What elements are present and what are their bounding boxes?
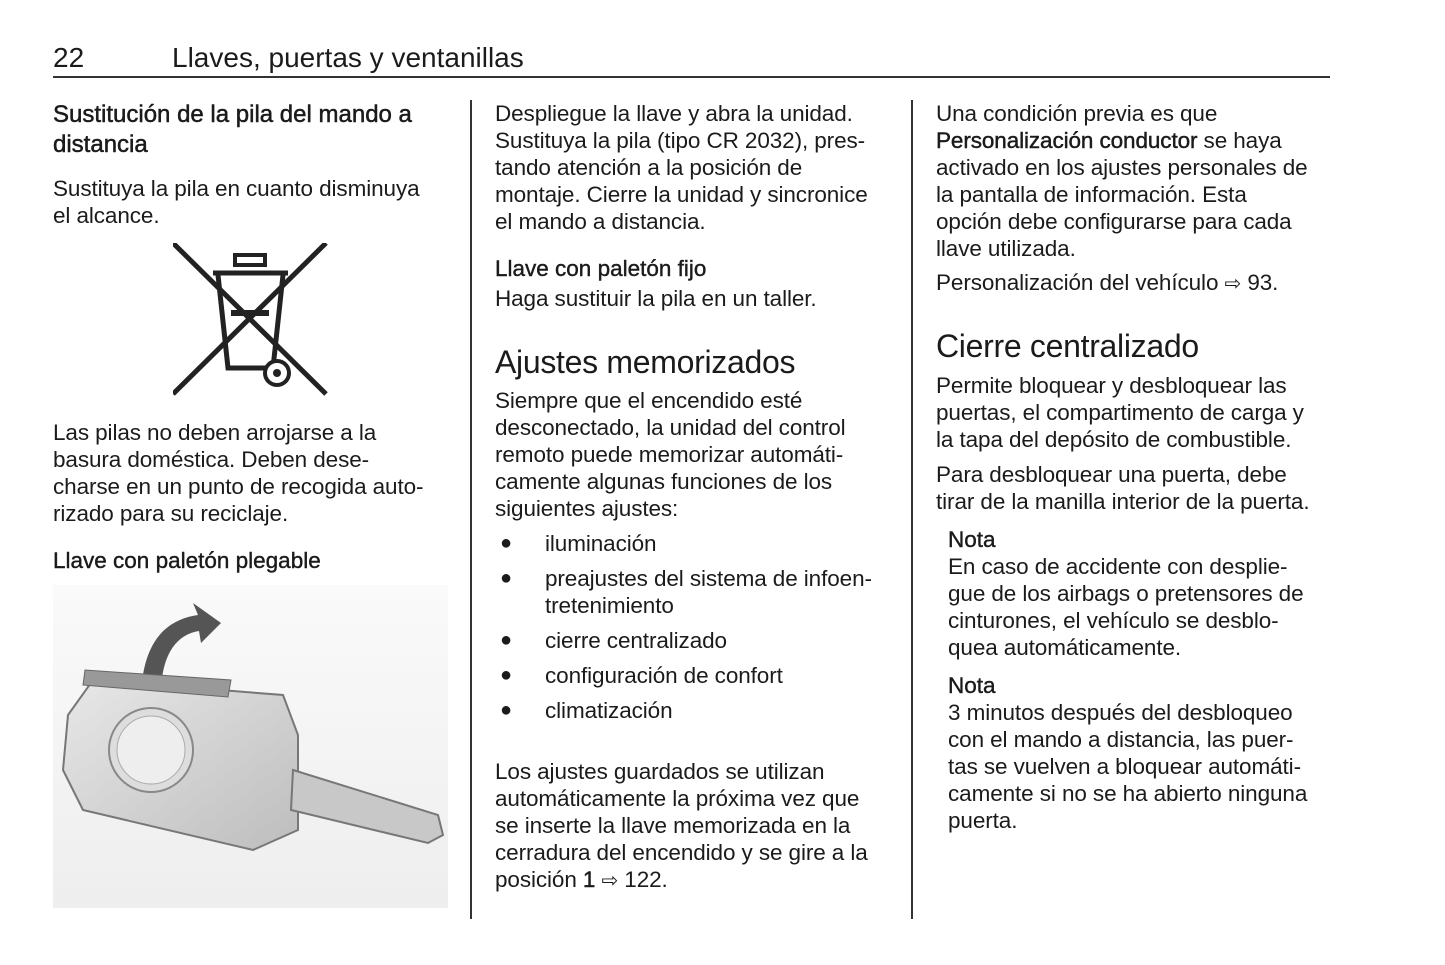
page-reference[interactable]: 122. (618, 867, 668, 892)
section-heading: Sustitución de la pila del mando a distancia (53, 101, 412, 158)
list-item (500, 530, 900, 557)
paragraph-text: se haya activado en los ajustes personales de la pantalla de información. Esta opción debe configurarse para cada llave utilizada. (936, 128, 1308, 261)
position-label: 1 (582, 867, 596, 892)
paragraph: Siempre que el encendido esté desconectado, la unidad del control remoto puede memorizar automáti- camente algunas funciones de los siguientes ajustes: (495, 388, 846, 521)
page-ref-arrow-icon: ⇨ (601, 870, 619, 892)
list-item (500, 565, 900, 619)
paragraph: Sustituya la pila en cuanto disminuya el alcance. (53, 176, 420, 228)
bullet-list (500, 530, 900, 724)
paragraph-text: posición (495, 867, 583, 892)
cross-reference (936, 269, 1278, 298)
paragraph-text: Los ajustes guardados se utilizan automáticamente la próxima vez que se inserte la llave memorizada en la cerradura del encendido y se gire a la (495, 759, 868, 865)
paragraph: Permite bloquear y desbloquear las puertas, el compartimento de carga y la tapa del depósito de combustible. (936, 373, 1304, 452)
note-label: Nota (948, 527, 996, 552)
list-item-text: configuración de confort (545, 663, 783, 688)
list-item (500, 627, 900, 654)
paragraph: Haga sustituir la pila en un taller. (495, 286, 817, 311)
paragraph: Las pilas no deben arrojarse a la basura doméstica. Deben dese- charse en un punto de recogida auto- rizado para su reciclaje. (53, 420, 424, 526)
column-divider (911, 100, 913, 919)
note-label: Nota (948, 673, 996, 698)
page-ref-arrow-icon: ⇨ (1224, 273, 1242, 295)
reference-text: Personalización del vehículo (936, 270, 1225, 295)
list-item-text: climatización (545, 698, 673, 723)
note-text: En caso de accidente con desplie- gue de los airbags o pretensores de cinturones, el vehículo se desblo- quea automáticamente. (948, 554, 1304, 660)
list-item-text: preajustes del sistema de infoen- tretenimiento (545, 566, 872, 618)
list-item (500, 662, 900, 689)
paragraph (936, 100, 1308, 262)
note-text: 3 minutos después del desbloqueo con el mando a distancia, las puer- tas se vuelven a bloquear automáti- camente si no se ha abierto ninguna puerta. (948, 700, 1308, 833)
page-number: 22 (53, 42, 85, 73)
header-rule (53, 76, 1330, 78)
paragraph-text: Una condición previa es que (936, 101, 1218, 126)
subheading: Llave con paletón plegable (53, 548, 321, 573)
list-item (500, 697, 900, 724)
page-reference[interactable]: 93. (1241, 270, 1279, 295)
paragraph (495, 731, 868, 895)
list-item-text: iluminación (545, 531, 657, 556)
section-heading: Ajustes memorizados (495, 344, 796, 380)
bullet-icon: ● (500, 664, 512, 686)
page-title: Llaves, puertas y ventanillas (172, 42, 524, 73)
folding-key-illustration (53, 585, 448, 908)
menu-term: Personalización conductor (936, 128, 1198, 153)
bullet-icon: ● (500, 629, 512, 651)
paragraph: Para desbloquear una puerta, debe tirar de la manilla interior de la puerta. (936, 462, 1310, 514)
subheading: Llave con paletón fijo (495, 256, 707, 281)
crossed-bin-icon (173, 243, 328, 396)
column-divider (470, 100, 472, 919)
bullet-icon: ● (500, 532, 512, 554)
bullet-icon: ● (500, 567, 512, 589)
bullet-icon: ● (500, 699, 512, 721)
paragraph: Despliegue la llave y abra la unidad. Sustituya la pila (tipo CR 2032), pres- tando atención a la posición de montaje. Cierre la unidad y sincronice el mando a distancia. (495, 101, 868, 234)
list-item-text: cierre centralizado (545, 628, 727, 653)
section-heading: Cierre centralizado (936, 328, 1199, 364)
